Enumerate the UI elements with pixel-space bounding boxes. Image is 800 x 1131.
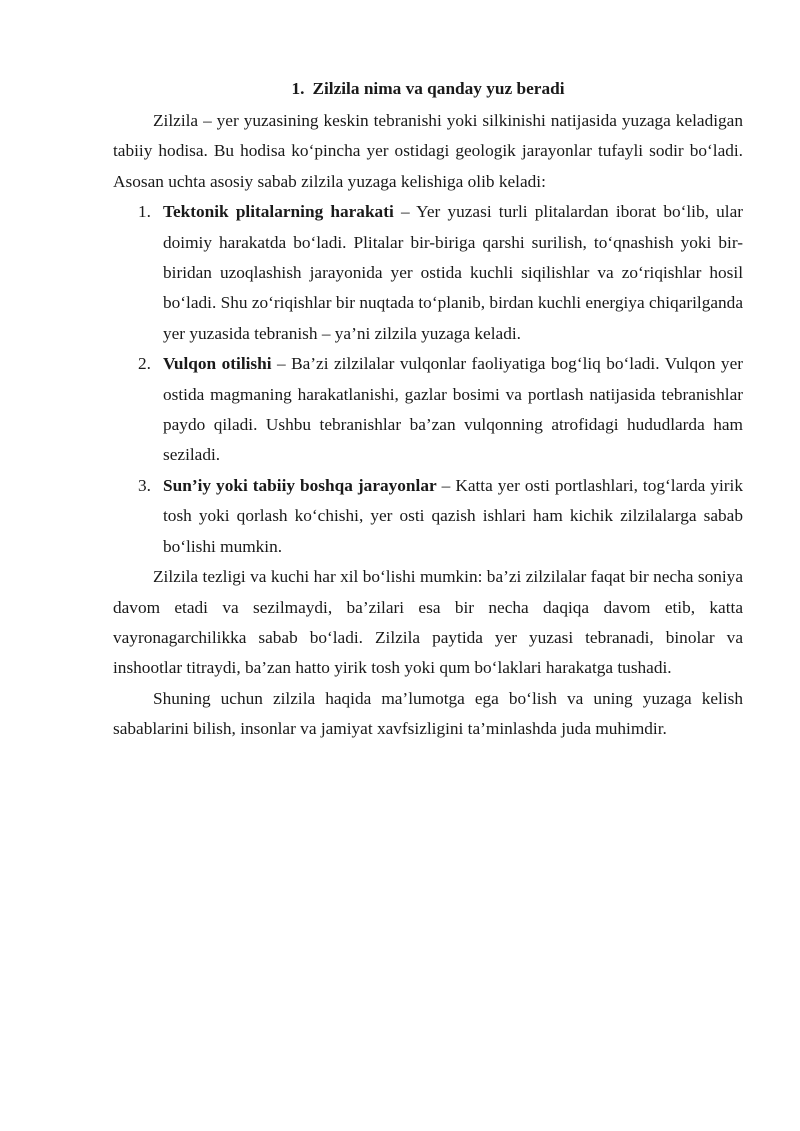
list-item (113, 471, 743, 562)
list-marker: 1. (138, 202, 151, 222)
intro-paragraph: Zilzila – yer yuzasining keskin tebranishi yoki silkinishi natijasida yuzaga keladigan tabiiy hodisa. Bu hodisa ko‘pincha yer ostidagi geologik jarayonlar tufayli sodir bo‘ladi. Asosan uchta asosiy sabab zilzila yuzaga kelishiga olib keladi: (113, 111, 743, 191)
list-marker: 2. (138, 354, 151, 374)
section-title (113, 76, 743, 102)
list-item-term: Vulqon otilishi (163, 354, 272, 374)
body-paragraph: Zilzila tezligi va kuchi har xil bo‘lishi mumkin: ba’zi zilzilalar faqat bir necha soniya davom etadi va sezilmaydi, ba’zilari esa bir necha daqiqa davom etib, katta vayronagarchilikka sabab bo‘ladi. Zilzila paytida yer yuzasi tebranadi, binolar va inshootlar titraydi, ba’zan hatto yirik tosh yoki qum bo‘laklari harakatga tushadi. (113, 567, 743, 678)
list-marker: 3. (138, 475, 151, 495)
section-number: 1. (291, 79, 305, 98)
causes-list (113, 197, 743, 562)
list-item-term: Tektonik plitalarning harakati (163, 202, 394, 222)
list-item-text: – Katta yer osti portlashlari, tog‘larda yirik tosh yoki qorlash ko‘chishi, yer osti qazish ishlari ham kichik zilzilalarga sabab bo‘lishi mumkin. (163, 475, 743, 556)
conclusion-paragraph: Shuning uchun zilzila haqida ma’lumotga ega bo‘lish va uning yuzaga kelish sabablarini bilish, insonlar va jamiyat xavfsizligini ta’minlashda juda muhimdir. (113, 688, 743, 739)
section-title-text: Zilzila nima va qanday yuz beradi (312, 79, 565, 98)
list-item (113, 349, 743, 471)
list-item (113, 197, 743, 349)
list-item-text: – Yer yuzasi turli plitalardan iborat bo‘lib, ular doimiy harakatda bo‘ladi. Plitalar bir-biriga qarshi surilish, to‘qnashish yoki bir-biridan uzoqlashish jarayonida yer ostida kuchli siqilishlar va zo‘riqishlar hosil bo‘ladi. Shu zo‘riqishlar bir nuqtada to‘planib, birdan kuchli energiya chiqarilganda yer yuzasida tebranish – ya’ni zilzila yuzaga keladi. (163, 202, 743, 343)
list-item-term: Sun’iy yoki tabiiy boshqa jarayonlar (163, 475, 437, 495)
list-item-text: – Ba’zi zilzilalar vulqonlar faoliyatiga bog‘liq bo‘ladi. Vulqon yer ostida magmaning harakatlanishi, gazlar bosimi va portlash natijasida tebranishlar paydo qiladi. Ushbu tebranishlar ba’zan vulqonning atrofidagi hududlarda ham seziladi. (163, 354, 743, 465)
